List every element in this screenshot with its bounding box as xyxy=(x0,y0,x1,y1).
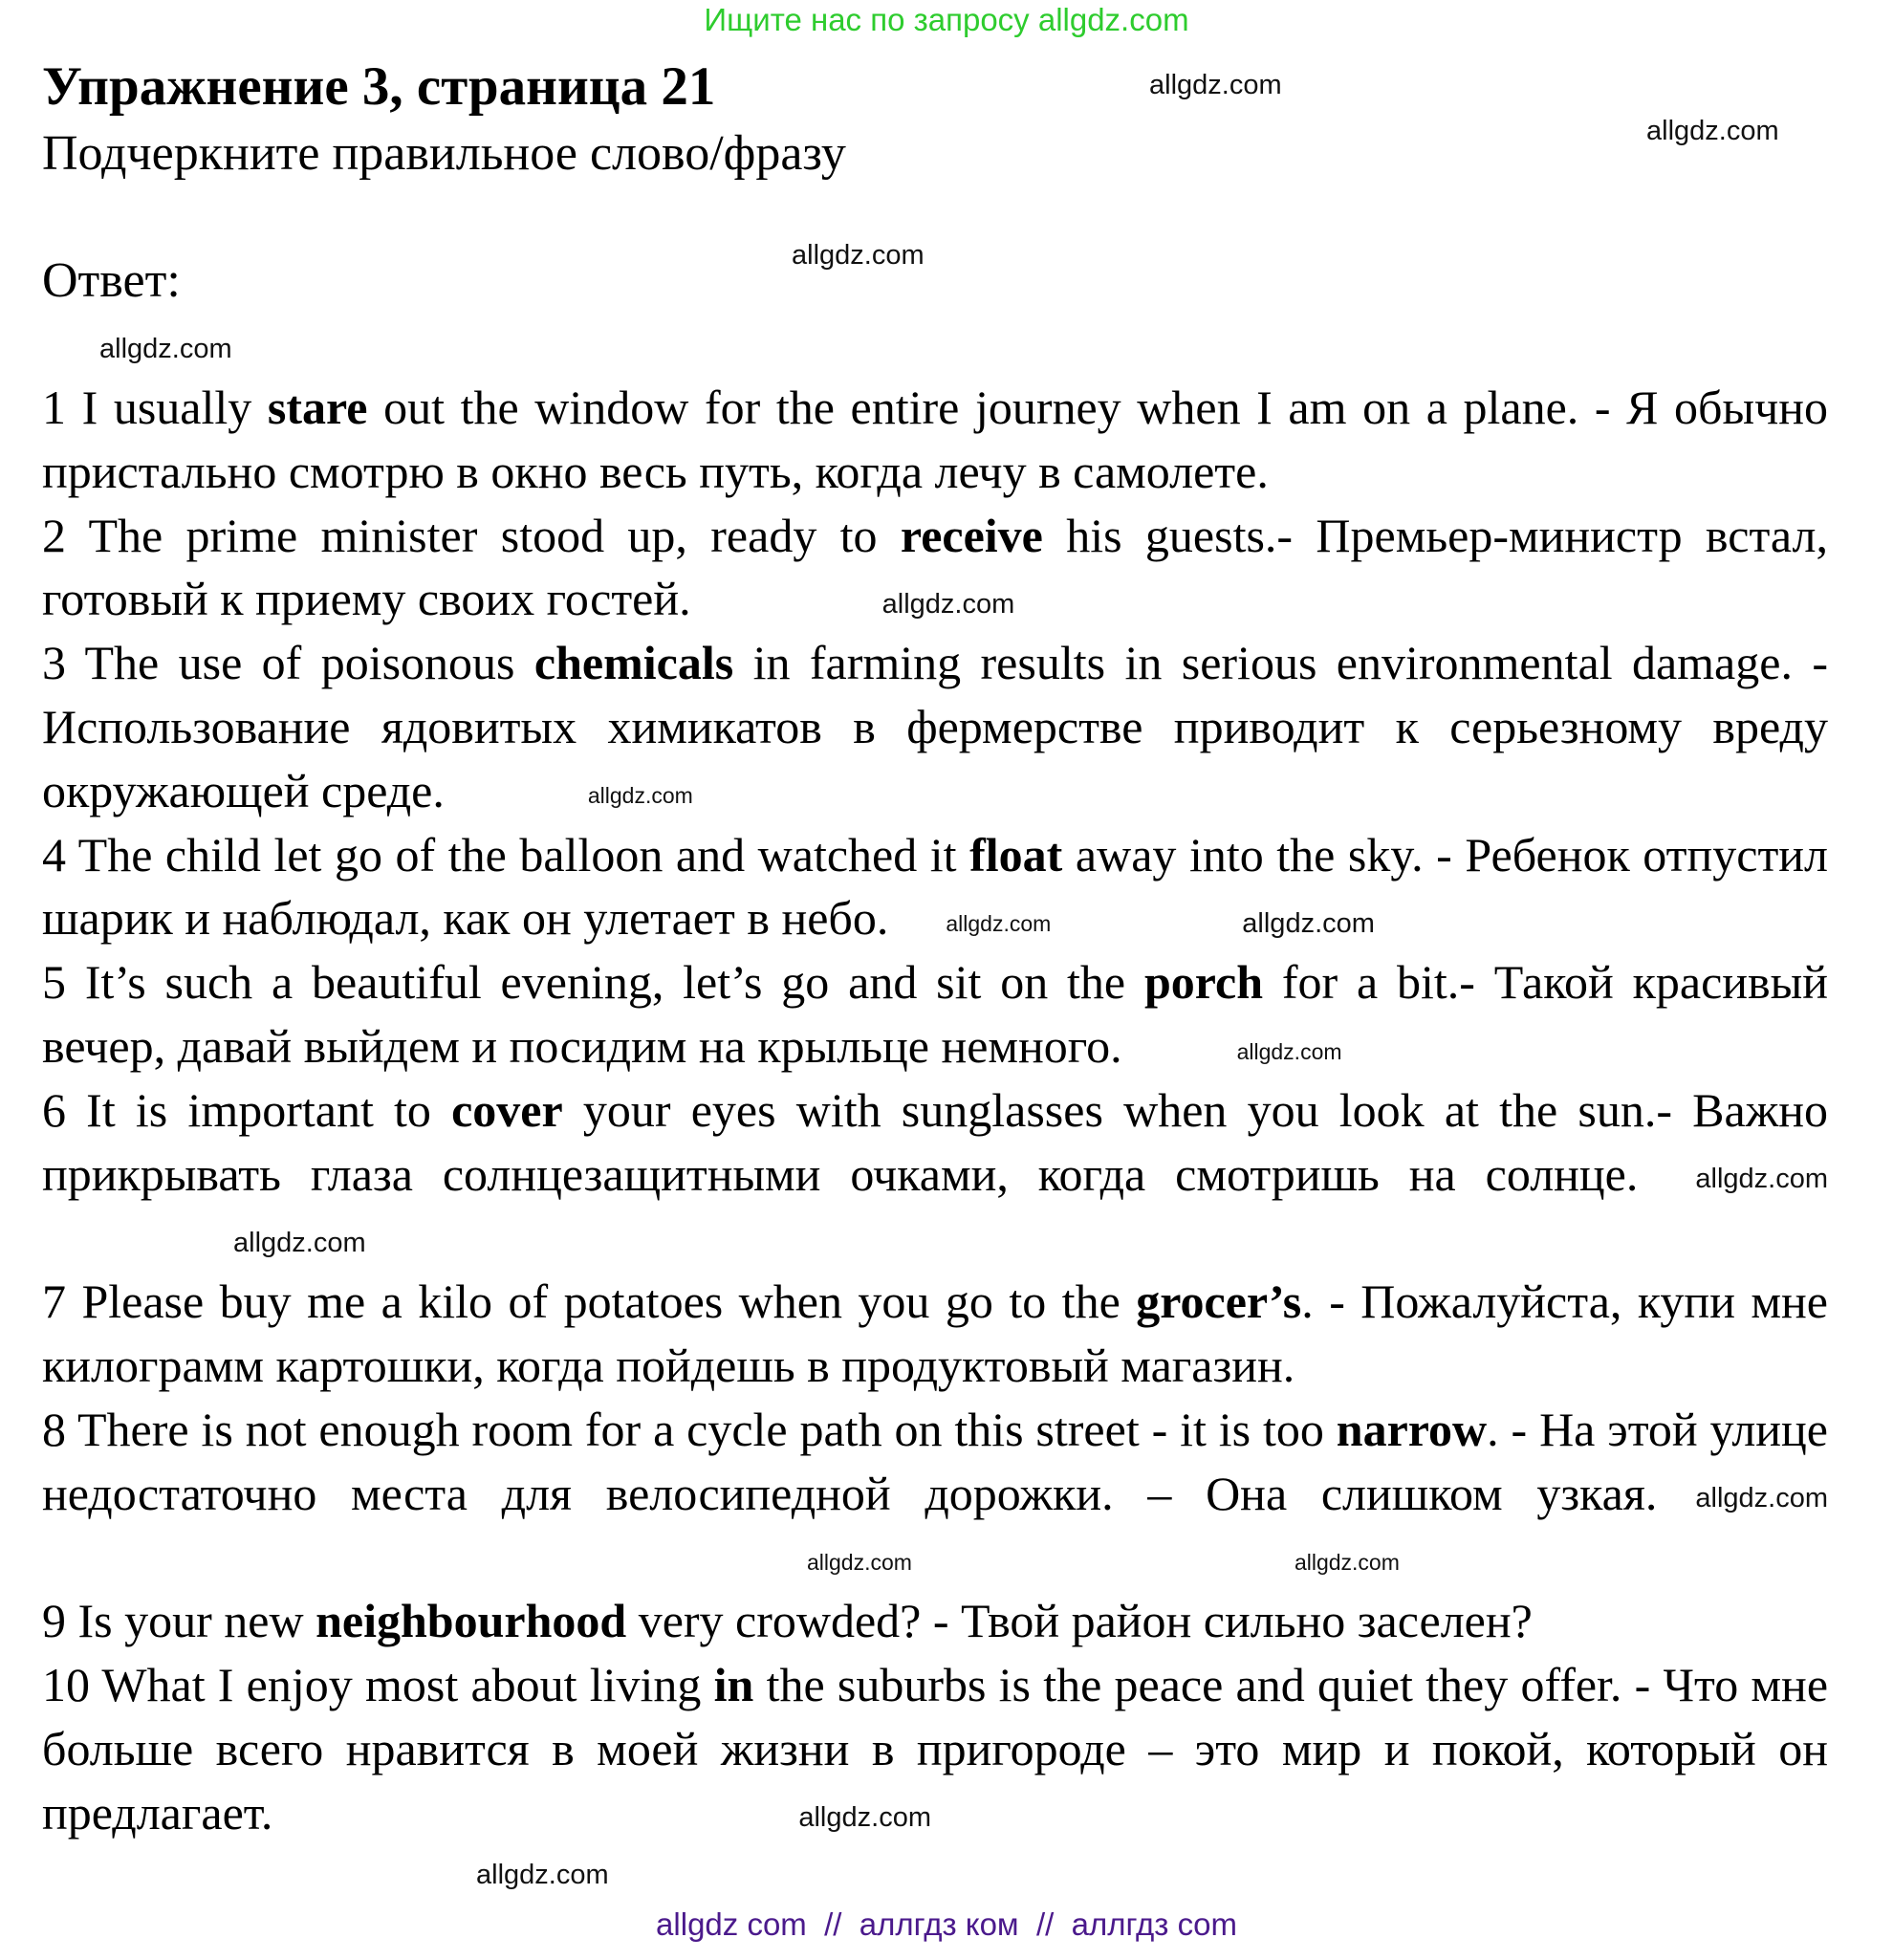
watermark-text: allgdz.com xyxy=(1236,1038,1342,1064)
watermark-text: allgdz.com xyxy=(1294,1549,1400,1575)
item-text: 2 The prime minister stood up, ready to xyxy=(42,508,901,562)
watermark-text: allgdz.com xyxy=(233,1227,366,1258)
item-text: in farming results in serious environmental damage. - Использование ядовитых химикатов в фермерстве приводит к серьезному вреду окружающей среде. xyxy=(42,636,1828,817)
watermark-text: allgdz.com xyxy=(587,783,693,809)
watermark-text: allgdz.com xyxy=(1646,116,1779,146)
answer-word: narrow xyxy=(1336,1402,1488,1456)
watermark-text: allgdz.com xyxy=(792,240,925,271)
item-text: 1 I usually xyxy=(42,381,268,434)
answer-item xyxy=(42,1270,1828,1398)
item-text: out the window for the entire journey when I am on a plane. - Я обычно пристально смотрю в окно весь путь, когда лечу в самолете. xyxy=(42,381,1828,498)
answer-list xyxy=(42,376,1828,1844)
watermark-text: allgdz.com xyxy=(798,1802,931,1834)
item-text: . - Пожалуйста, купи мне килограмм картошки, когда пойдешь в продуктовый магазин. xyxy=(42,1274,1828,1392)
answer-item xyxy=(42,376,1828,504)
item-text: 4 The child let go of the balloon and watched it xyxy=(42,827,970,882)
answer-item xyxy=(42,1398,1828,1589)
answer-word: neighbourhood xyxy=(316,1594,627,1648)
answer-label: Ответ: xyxy=(42,253,181,308)
answer-word: receive xyxy=(900,508,1043,562)
item-text: . - На этой улице недостаточно места для велосипедной дорожки. – Она слишком узкая. xyxy=(42,1402,1828,1520)
exercise-instruction: Подчеркните правильное слово/фразу xyxy=(42,126,846,181)
item-text: 7 Please buy me a kilo of potatoes when you go to the xyxy=(42,1274,1137,1329)
answer-item xyxy=(42,1078,1828,1270)
item-text: your eyes with sunglasses when you look at the sun.- Важно прикрывать глаза солнцезащитными очками, когда смотришь на солнце. xyxy=(42,1082,1828,1201)
item-text: the suburbs is the peace and quiet they offer. - Что мне больше всего нравится в моей жизни в пригороде – это мир и покой, который он предлагает. xyxy=(42,1657,1829,1840)
answer-word: porch xyxy=(1143,955,1264,1010)
watermark-text: allgdz.com xyxy=(881,588,1015,620)
item-text: 10 What I enjoy most about living xyxy=(42,1657,714,1711)
answer-word: in xyxy=(713,1657,754,1711)
answer-word: stare xyxy=(267,381,368,434)
answer-item xyxy=(42,823,1828,951)
watermark-text: allgdz.com xyxy=(476,1860,609,1890)
footer-watermark: allgdz com // аллгдз ком // аллгдз com xyxy=(656,1906,1237,1942)
item-text: away into the sky. - Ребенок отпустил шарик и наблюдал, как он улетает в небо. xyxy=(42,827,1829,946)
answer-item xyxy=(42,950,1828,1078)
watermark-text: allgdz.com xyxy=(1695,1164,1828,1195)
item-text: 5 It’s such a beautiful evening, let’s go and sit on the xyxy=(42,955,1144,1010)
item-text: 3 The use of poisonous xyxy=(42,636,534,690)
answer-word: float xyxy=(969,827,1063,882)
answer-item xyxy=(42,1653,1828,1844)
item-text: his guests.- Премьер-министр встал, готовый к приему своих гостей. xyxy=(42,508,1828,626)
item-text: 6 It is important to xyxy=(42,1082,452,1137)
item-text: for a bit.- Такой красивый вечер, давай выйдем и посидим на крыльце немного. xyxy=(42,955,1828,1073)
item-text: 9 Is your new xyxy=(42,1594,316,1648)
item-text: 8 There is not enough room for a cycle path on this street - it is too xyxy=(42,1402,1337,1456)
exercise-title: Упражнение 3, страница 21 xyxy=(42,56,716,117)
answer-word: chemicals xyxy=(533,636,734,690)
answer-word: cover xyxy=(451,1082,563,1137)
answer-word: grocer’s xyxy=(1136,1274,1302,1329)
watermark-text: allgdz.com xyxy=(1242,907,1375,939)
watermark-text: allgdz.com xyxy=(1695,1483,1828,1514)
answer-item xyxy=(42,1589,1828,1653)
watermark-text: allgdz.com xyxy=(946,910,1052,936)
answer-item xyxy=(42,631,1828,822)
search-banner: Ищите нас по запросу allgdz.com xyxy=(704,2,1189,37)
watermark-text: allgdz.com xyxy=(807,1549,912,1575)
answer-item xyxy=(42,504,1828,632)
watermark-text: allgdz.com xyxy=(1149,70,1282,100)
watermark-text: allgdz.com xyxy=(99,334,232,364)
item-text: very crowded? - Твой район сильно заселен? xyxy=(626,1594,1533,1648)
